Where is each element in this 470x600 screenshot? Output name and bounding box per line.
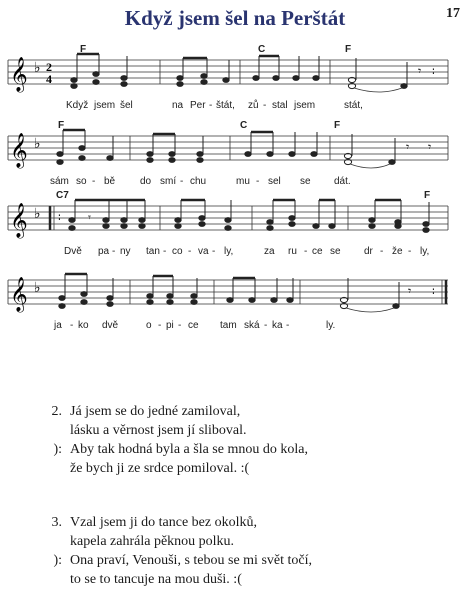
- repeat-mark: ):: [53, 442, 62, 457]
- lyric: šel: [120, 100, 133, 111]
- lyric: sám: [50, 176, 69, 187]
- chord-3-2: F: [424, 190, 431, 201]
- lyric: Per: [190, 100, 206, 111]
- lyric: ská: [244, 320, 260, 331]
- lyric: -: [286, 320, 290, 331]
- treble-clef-icon: 𝄞: [10, 133, 28, 168]
- lyric: co: [172, 246, 183, 257]
- lyric: že: [392, 246, 403, 257]
- lyric: -: [264, 320, 268, 331]
- lyric: na: [172, 100, 184, 111]
- verse-text: kapela zahrála pěknou polku.: [70, 534, 235, 549]
- music-system-3: [0, 188, 470, 268]
- music-system-4: [0, 262, 470, 342]
- lyric: se: [300, 176, 311, 187]
- lyric: ka: [272, 320, 283, 331]
- lyric: bě: [104, 176, 116, 187]
- lyric: -: [209, 100, 213, 111]
- verse-line: [32, 459, 308, 478]
- lyric: za: [264, 246, 275, 257]
- lyric: -: [112, 246, 116, 257]
- svg-text:∶: ∶: [58, 211, 61, 224]
- time-sig-bottom: 4: [46, 72, 52, 86]
- lyric: tan: [146, 246, 160, 257]
- lyric: ja: [54, 320, 62, 331]
- lyric: -: [163, 246, 167, 257]
- treble-clef-icon: 𝄞: [10, 277, 28, 312]
- verse-3: [32, 513, 312, 589]
- lyric: -: [178, 320, 182, 331]
- chord-1-2: C: [258, 44, 266, 55]
- verse-line: [32, 421, 308, 440]
- rest-icon: 𝄾: [408, 284, 412, 298]
- lyric: dát.: [334, 176, 351, 187]
- lyric: -: [92, 176, 96, 187]
- flat-icon: ♭: [34, 136, 41, 152]
- lyric: va: [198, 246, 209, 257]
- lyric: -: [408, 246, 412, 257]
- chord-2-3: F: [334, 120, 341, 131]
- lyric: -: [180, 176, 184, 187]
- verse-number: 3.: [51, 515, 62, 530]
- lyric: -: [304, 246, 308, 257]
- lyric: mu: [236, 176, 250, 187]
- verse-text: Vzal jsem ji do tance bez okolků,: [70, 515, 257, 530]
- lyric: ly.: [326, 320, 336, 331]
- repeat-mark: ):: [53, 553, 62, 568]
- verse-text: to se to tancuje na mou duši. :(: [70, 572, 242, 587]
- lyric: dr: [364, 246, 373, 257]
- verse-text: že bych ji ze srdce pomiloval. :(: [70, 461, 250, 476]
- lyric: stát,: [344, 100, 363, 111]
- lyric: chu: [190, 176, 207, 187]
- lyric: Dvě: [64, 246, 82, 257]
- verse-number: 2.: [51, 404, 62, 419]
- lyric: Když: [66, 100, 89, 111]
- lyric: ko: [78, 320, 89, 331]
- verse-text: lásku a věrnost jsem jí sliboval.: [70, 423, 247, 438]
- verse-text: Aby tak hodná byla a šla se mnou do kola,: [70, 442, 308, 457]
- rest-icon: 𝄾: [88, 211, 91, 224]
- lyric: se: [330, 246, 341, 257]
- svg-text:∶: ∶: [432, 285, 435, 298]
- verse-line: [32, 402, 308, 421]
- lyric: zů: [248, 100, 259, 111]
- lyric: o: [146, 320, 152, 331]
- lyric: -: [380, 246, 384, 257]
- lyric: ly,: [420, 246, 430, 257]
- rest-icon: 𝄾: [418, 64, 422, 78]
- page-number: 17: [446, 6, 460, 21]
- lyric: ce: [312, 246, 323, 257]
- verse-2: [32, 402, 308, 478]
- rest-icon: 𝄾: [428, 140, 432, 154]
- rest-icon: 𝄾: [406, 140, 410, 154]
- lyric: ly,: [224, 246, 234, 257]
- lyric: do: [140, 176, 152, 187]
- lyric: stal: [272, 100, 288, 111]
- verse-text: Ona praví, Venouši, s tebou se mi svět točí,: [70, 553, 312, 568]
- treble-clef-icon: 𝄞: [10, 203, 28, 238]
- flat-icon: ♭: [34, 206, 41, 222]
- music-system-1: [0, 42, 470, 122]
- svg-text:∶: ∶: [432, 65, 435, 78]
- song-title: Když jsem šel na Perštát: [124, 6, 346, 30]
- lyric: ny: [120, 246, 131, 257]
- verse-line: [32, 440, 308, 459]
- verse-text: Já jsem se do jedné zamiloval,: [70, 404, 241, 419]
- staff-2: [0, 118, 470, 198]
- chord-3-1: C7: [56, 190, 69, 201]
- chord-1-1: F: [80, 44, 87, 55]
- lyric: jsem: [94, 100, 116, 111]
- verse-line: [32, 532, 312, 551]
- treble-clef-icon: 𝄞: [10, 57, 28, 92]
- verse-line: [32, 570, 312, 589]
- chord-1-3: F: [345, 44, 352, 55]
- lyric: tam: [220, 320, 237, 331]
- lyric: jsem: [294, 100, 316, 111]
- lyric: -: [158, 320, 162, 331]
- lyric: štát,: [216, 100, 235, 111]
- flat-icon: ♭: [34, 280, 41, 296]
- time-sig-top: 2: [46, 60, 52, 74]
- lyric: dvě: [102, 320, 119, 331]
- lyric: -: [212, 246, 216, 257]
- lyric: -: [263, 100, 267, 111]
- chord-2-2: C: [240, 120, 248, 131]
- flat-icon: ♭: [34, 60, 41, 76]
- lyric: -: [256, 176, 260, 187]
- verse-line: [32, 551, 312, 570]
- lyric: pi: [166, 320, 174, 331]
- lyric: -: [70, 320, 74, 331]
- music-system-2: [0, 118, 470, 198]
- lyric: -: [188, 246, 192, 257]
- verse-line: [32, 513, 312, 532]
- chord-2-1: F: [58, 120, 65, 131]
- lyric: ru: [288, 246, 297, 257]
- lyric: pa: [98, 246, 110, 257]
- lyric: ce: [188, 320, 199, 331]
- lyric: sel: [268, 176, 281, 187]
- lyric: smí: [160, 176, 177, 187]
- lyric: so: [76, 176, 87, 187]
